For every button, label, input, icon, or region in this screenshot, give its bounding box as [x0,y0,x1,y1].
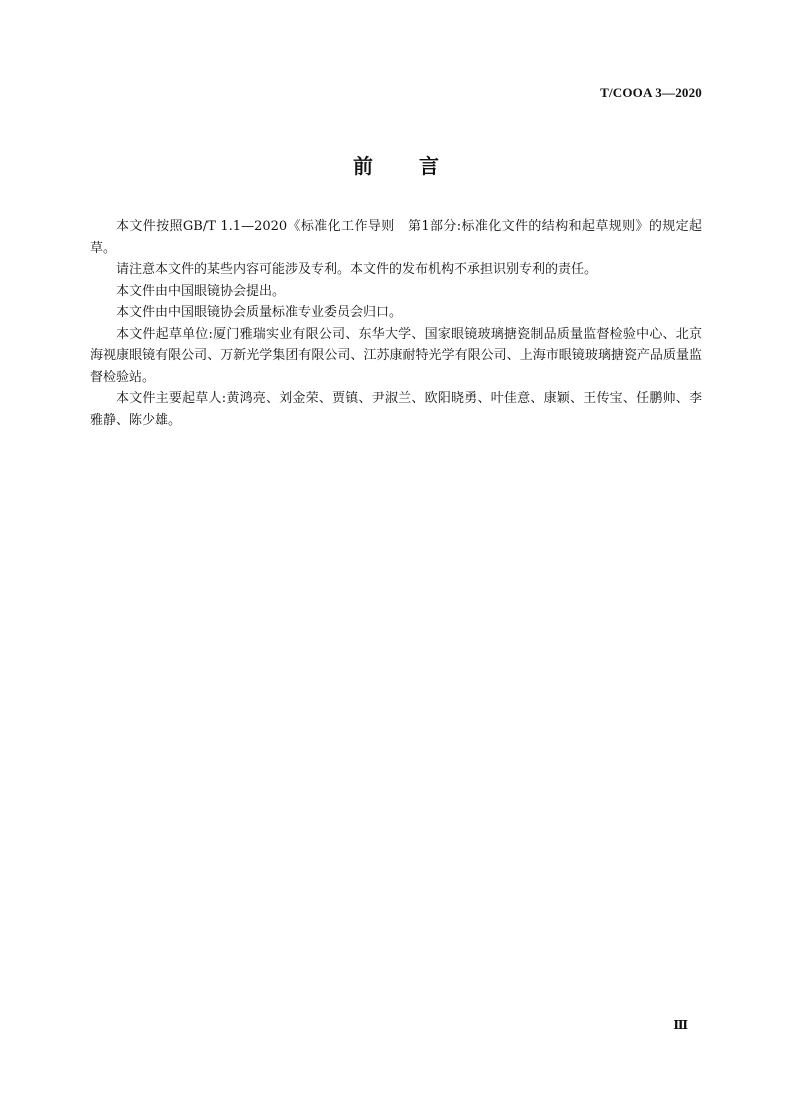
paragraph-proposed-by: 本文件由中国眼镜协会提出。 [116,283,286,299]
paragraph-under-jurisdiction: 本文件由中国眼镜协会质量标准专业委员会归口。 [116,305,403,320]
page-number: Ⅲ [673,1018,688,1032]
paragraph-drafting-organizations: 本文件起草单位:厦门雅瑞实业有限公司、东华大学、国家眼镜玻璃搪瓷制品质量监督检验中心、北京海视康眼镜有限公司、万新光学集团有限公司、江苏康耐特光学有限公司、上海市眼镜玻璃搪瓷产品质量监督检验站。 [90,326,702,385]
paragraph-patent-notice: 请注意本文件的某些内容可能涉及专利。本文件的发布机构不承担识别专利的责任。 [116,262,598,277]
paragraph-drafting-rules: 本文件按照GB/T 1.1—2020《标准化工作导则 第1部分:标准化文件的结构和起草规则》的规定起草。 [90,219,702,256]
paragraph-main-drafters: 本文件主要起草人:黄鸿亮、刘金荣、贾镇、尹淑兰、欧阳晓勇、叶佳意、康颖、王传宝、任鹏帅、李雅静、陈少雄。 [90,391,702,428]
foreword-body [90,216,702,431]
page-title: 前言 [353,154,485,178]
document-id: T/COOA 3—2020 [600,85,702,100]
